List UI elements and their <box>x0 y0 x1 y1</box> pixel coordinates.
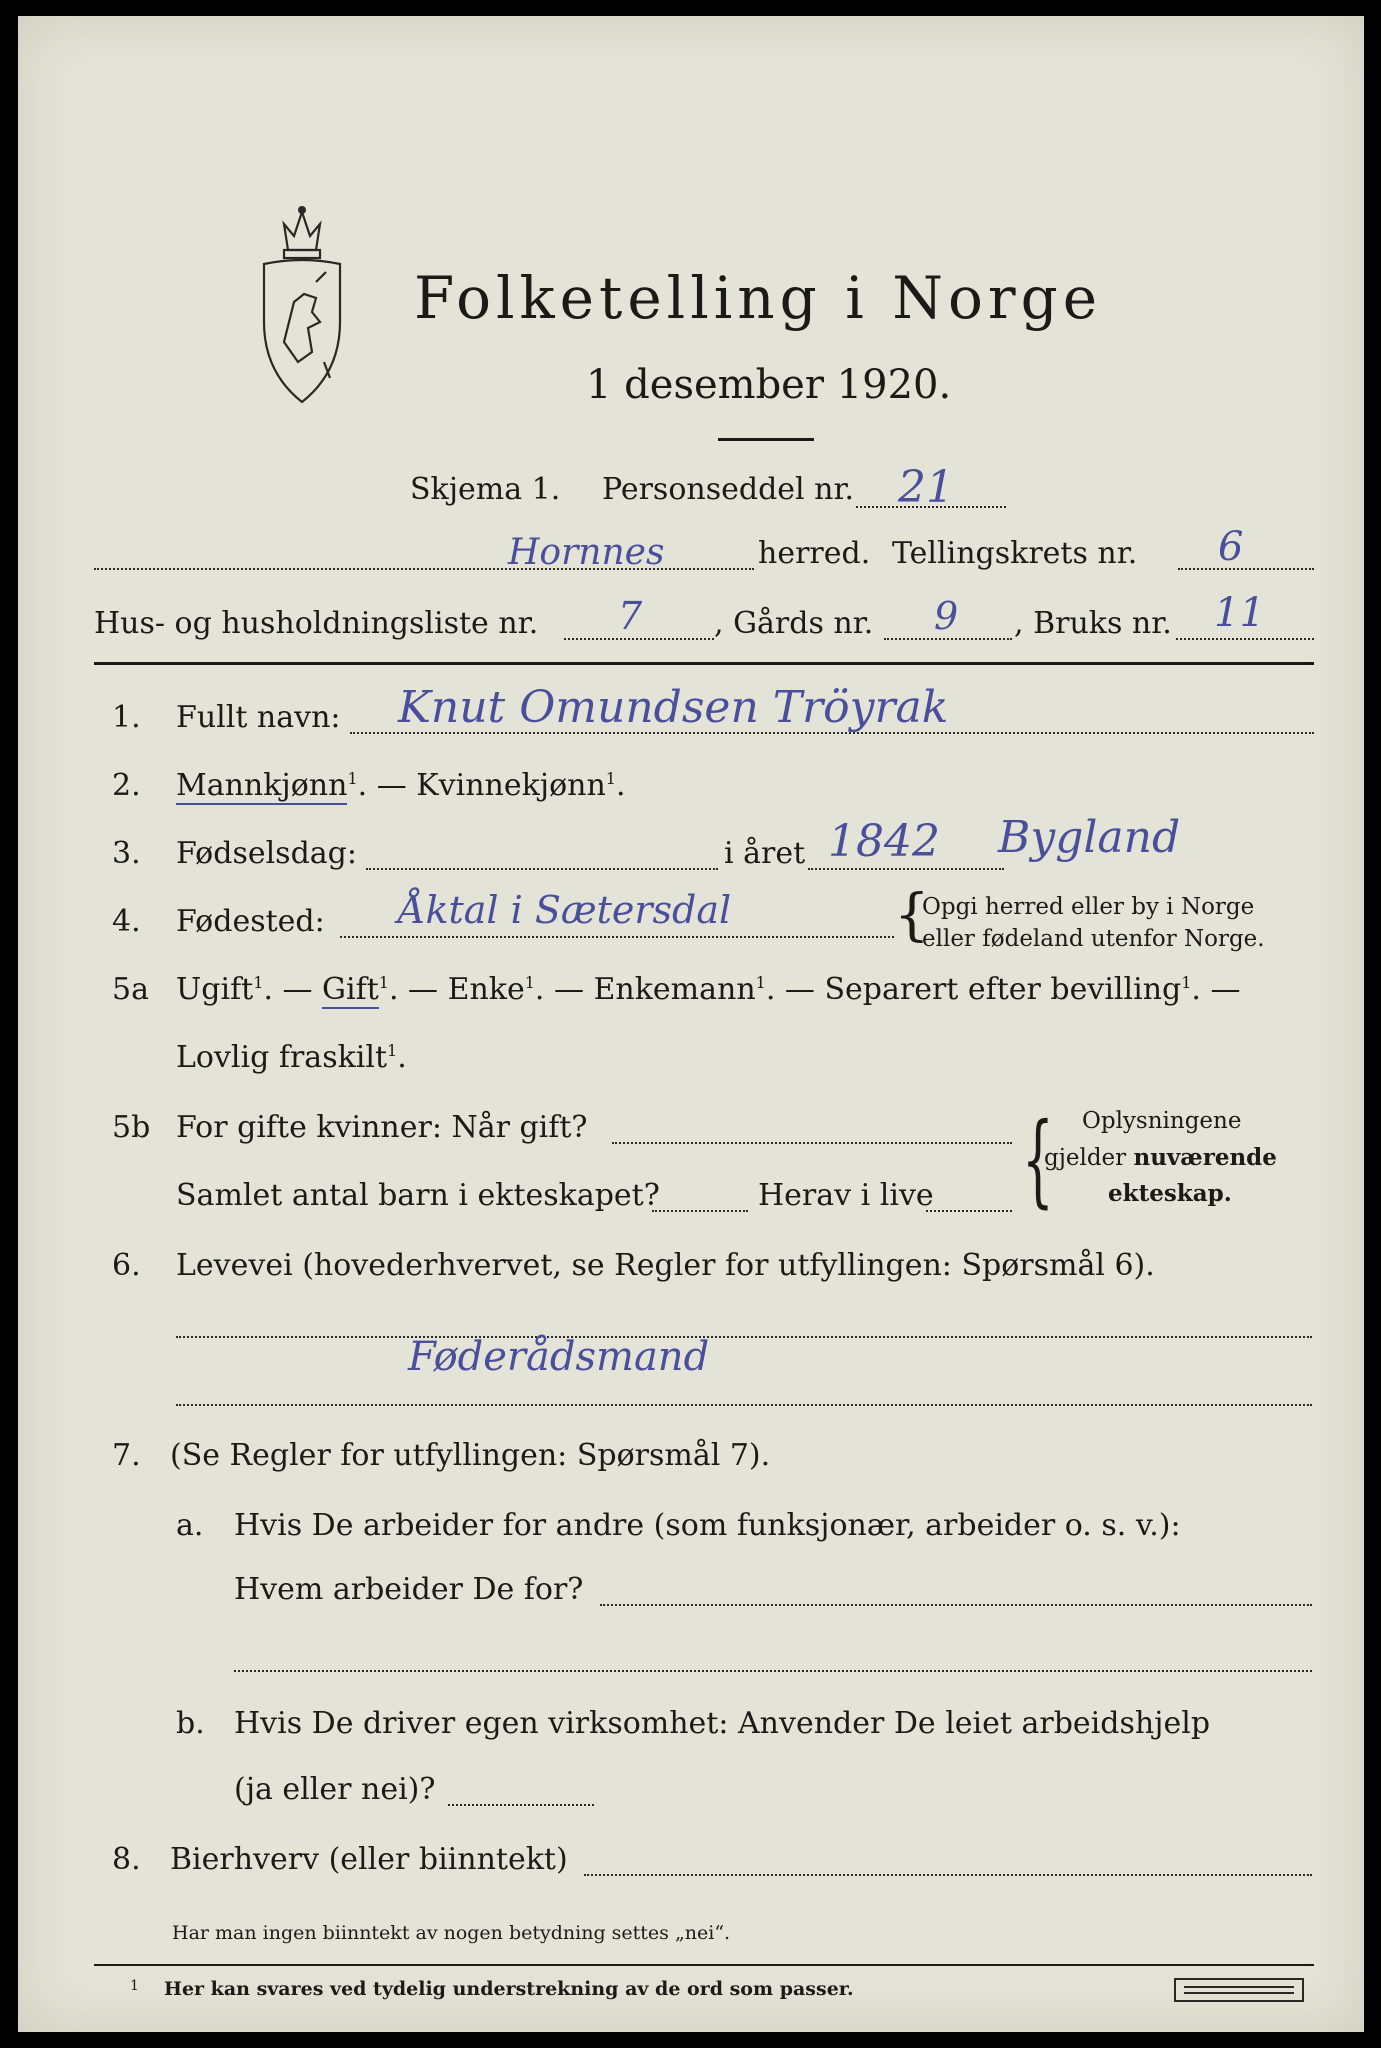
form-title: Folketelling i Norge <box>414 264 1103 332</box>
q7a-dotted-line-2 <box>234 1670 1312 1672</box>
separert-option: Separert efter bevilling <box>824 972 1182 1007</box>
q5a-sup-2: 1 <box>378 973 389 992</box>
title-divider <box>718 438 814 441</box>
q4-birthplace: Åktal i Sætersdal <box>398 888 732 932</box>
q5a-trail: . — <box>1191 972 1241 1007</box>
census-date: 1 desember 1920. <box>586 362 952 408</box>
q4-note-line1: Opgi herred eller by i Norge <box>922 894 1255 920</box>
q3-label: Fødselsdag: <box>176 836 357 871</box>
kvinnekjonn-option: Kvinnekjønn <box>416 768 606 803</box>
q3-aret-label: i året <box>724 836 806 871</box>
q2-sup-2: 1 <box>605 769 616 788</box>
q7a-letter: a. <box>176 1508 204 1543</box>
q5a-dash-1: . — <box>263 972 323 1007</box>
q4-note-line2: eller fødeland utenfor Norge. <box>922 926 1265 952</box>
q5b-number: 5b <box>112 1110 151 1145</box>
header-divider <box>94 662 1314 665</box>
q8-label: Bierhverv (eller biinntekt) <box>170 1842 568 1877</box>
bruks-value: 11 <box>1214 590 1265 636</box>
q3-year-dotted-line <box>808 868 1004 870</box>
q3-birthday-dotted-line <box>366 868 718 870</box>
q2-separator: . — <box>357 768 417 803</box>
enkemann-option: Enkemann <box>593 972 756 1007</box>
q5a-sup-3: 1 <box>524 973 535 992</box>
q7b-line1: Hvis De driver egen virksomhet: Anvender De leiet arbeidshjelp <box>234 1706 1211 1741</box>
q7-number: 7. <box>112 1438 141 1473</box>
q3-birth-year: 1842 <box>828 816 940 867</box>
q5a-dash-3: . — <box>534 972 594 1007</box>
ugift-option: Ugift <box>176 972 254 1007</box>
q1-label: Fullt navn: <box>176 700 341 735</box>
q5b-label2: Samlet antal barn i ekteskapet? <box>176 1178 660 1213</box>
enke-option: Enke <box>447 972 525 1007</box>
q3-number: 3. <box>112 836 141 871</box>
q6-dotted-line <box>176 1336 1312 1338</box>
herred-label: herred. <box>758 536 871 571</box>
q4-brace: { <box>894 883 930 948</box>
bruks-dotted-line <box>1176 638 1314 640</box>
q5b-note-line3: ekteskap. <box>1108 1180 1232 1207</box>
q4-label: Fødested: <box>176 904 325 939</box>
footnote-mark: 1 <box>130 1978 139 1994</box>
q1-number: 1. <box>112 700 141 735</box>
personseddel-value: 21 <box>898 462 954 513</box>
q5b-note-gjelder: gjelder <box>1044 1145 1127 1171</box>
q5a-sup-4: 1 <box>755 973 766 992</box>
q5a-sup-1: 1 <box>253 973 264 992</box>
q8-dotted-line <box>584 1874 1312 1876</box>
q3-extra-place: Bygland <box>998 812 1181 863</box>
q5a-sup-5: 1 <box>1181 973 1192 992</box>
q5a-number: 5a <box>112 972 149 1007</box>
q6-occupation: Føderådsmand <box>408 1334 710 1380</box>
bruks-label: , Bruks nr. <box>1014 606 1172 641</box>
q5a-line2 <box>176 1040 407 1075</box>
q5b-married-dotted-line <box>612 1142 1012 1144</box>
q1-full-name: Knut Omundsen Tröyrak <box>398 682 949 733</box>
q7b-dotted-line <box>448 1804 594 1806</box>
mannkjonn-option: Mannkjønn <box>176 768 348 803</box>
gift-option: Gift <box>322 972 379 1007</box>
norwegian-coat-of-arms-icon <box>254 202 350 412</box>
q7a-line2: Hvem arbeider De for? <box>234 1572 584 1607</box>
printer-stamp-icon <box>1174 1978 1304 2002</box>
q5b-note-line2 <box>1044 1144 1277 1171</box>
q5a-end: . <box>397 1040 407 1075</box>
q5b-label1: For gifte kvinner: Når gift? <box>176 1110 588 1145</box>
q2-sup-1: 1 <box>347 769 358 788</box>
q5b-note-line1: Oplysningene <box>1082 1108 1242 1134</box>
hus-value: 7 <box>618 594 643 638</box>
q2-end: . <box>615 768 626 803</box>
hus-label: Hus- og husholdningsliste nr. <box>94 606 539 641</box>
herred-value: Hornnes <box>508 532 665 573</box>
gards-label: , Gårds nr. <box>714 606 874 641</box>
tellingskrets-dotted-line <box>1178 568 1314 570</box>
q5b-note-current: nuværende <box>1133 1144 1277 1171</box>
q7a-line1: Hvis De arbeider for andre (som funksjonær, arbeider o. s. v.): <box>234 1508 1181 1543</box>
q5b-herav: Herav i live <box>758 1178 934 1213</box>
q5a-options <box>176 972 1241 1007</box>
q6-label: Levevei (hovederhvervet, se Regler for utfyllingen: Spørsmål 6). <box>176 1248 1155 1283</box>
q5a-dash-4: . — <box>765 972 825 1007</box>
q7a-dotted-line <box>600 1604 1312 1606</box>
q4-dotted-line <box>340 936 894 938</box>
gards-dotted-line <box>884 638 1012 640</box>
tellingskrets-value: 6 <box>1218 524 1244 570</box>
q6-dotted-line-2 <box>176 1404 1312 1406</box>
q2-options <box>176 768 626 803</box>
q7-label: (Se Regler for utfyllingen: Spørsmål 7). <box>170 1438 771 1473</box>
personseddel-label: Personseddel nr. <box>602 472 855 507</box>
q4-number: 4. <box>112 904 141 939</box>
biinntekt-note: Har man ingen biinntekt av nogen betydning settes „nei“. <box>172 1922 731 1944</box>
q5a-dash-2: . — <box>388 972 448 1007</box>
q5b-brace: { <box>1022 1101 1054 1218</box>
q2-number: 2. <box>112 768 141 803</box>
footnote-divider <box>94 1964 1314 1966</box>
q7b-letter: b. <box>176 1706 205 1741</box>
skjema-label: Skjema 1. <box>410 472 561 507</box>
q7b-line2: (ja eller nei)? <box>234 1772 436 1807</box>
footnote-text: Her kan svares ved tydelig understrekning av de ord som passer. <box>164 1978 854 2000</box>
q5a-sup-6: 1 <box>387 1041 398 1060</box>
tellingskrets-label: Tellingskrets nr. <box>892 536 1138 571</box>
hus-dotted-line <box>564 638 714 640</box>
lovlig-fraskilt-option: Lovlig fraskilt <box>176 1040 388 1075</box>
q5b-children-dotted-line <box>652 1210 748 1212</box>
q8-number: 8. <box>112 1842 141 1877</box>
gards-value: 9 <box>934 594 959 638</box>
q6-number: 6. <box>112 1248 141 1283</box>
census-form <box>18 16 1364 2032</box>
q5b-alive-dotted-line <box>926 1210 1012 1212</box>
